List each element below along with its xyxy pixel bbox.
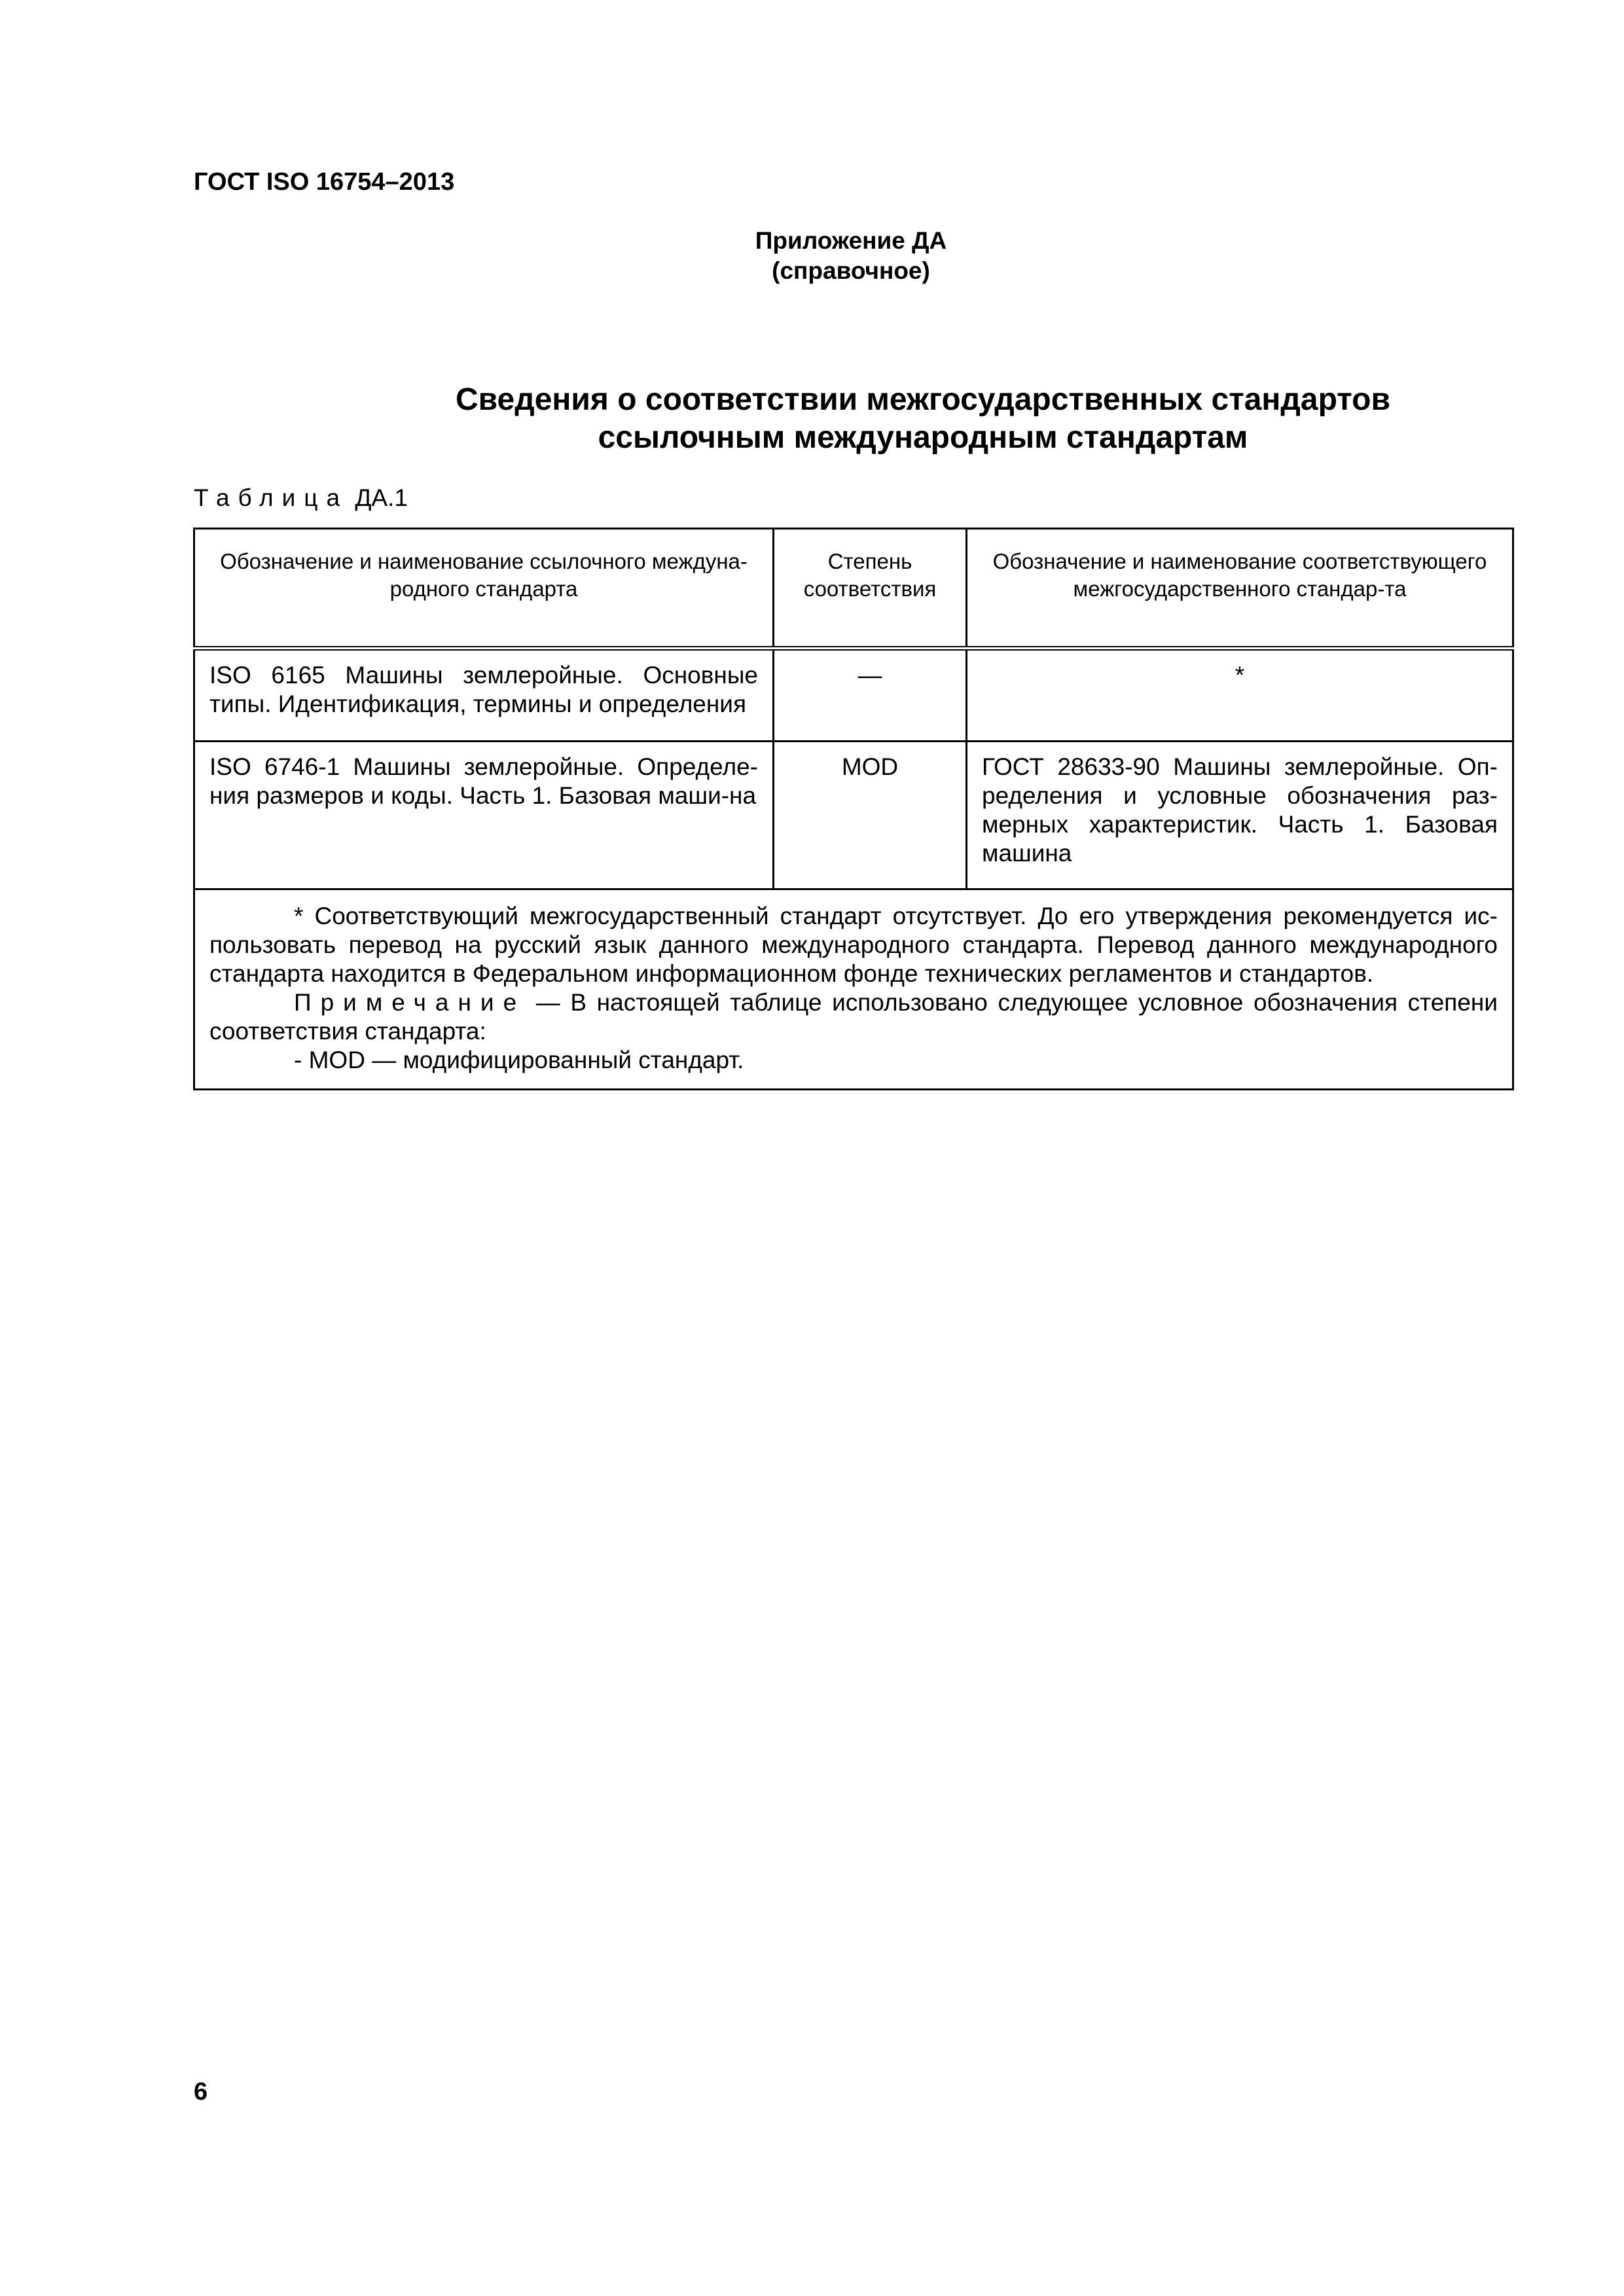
page-number: 6 [194,2078,208,2106]
document-code: ГОСТ ISO 16754–2013 [194,168,455,196]
note-list-item: - MOD — модифицированный стандарт. [294,1046,744,1073]
section-title-line-1: Сведения о соответствии межгосударственных стандартов [456,382,1390,417]
appendix-heading [655,226,1047,286]
table-header-row [194,529,1513,649]
table-row [194,742,1513,889]
cell-interstate-standard: ГОСТ 28633-90 Машины землеройные. Оп-ределения и условные обозначения раз-мерных характеристик. Часть 1. Базовая машина [967,742,1513,889]
section-title [196,381,1624,457]
cell-degree: MOD [774,742,967,889]
cell-degree: — [774,649,967,742]
table-caption-number: ДА.1 [355,484,408,511]
table-note [209,988,1498,1046]
note-label: Примечание [294,988,526,1016]
table-caption-word: Таблица [194,484,349,511]
cell-reference-standard: ISO 6746-1 Машины землеройные. Определе-ния размеров и коды. Часть 1. Базовая маши-на [194,742,774,889]
table-notes-cell [194,889,1513,1089]
table-footnote: * Соответствующий межгосударственный стандарт отсутствует. До его утверждения рекомендуется ис-пользовать перевод на русский язык данного международного стандарта. Перевод данного международного стандарта находится в Федеральном информационном фонде технических регламентов и стандартов. [209,902,1498,987]
note-text: — В настоящей таблице использовано следующее условное обозначения степени соответствия стандарта: [209,988,1498,1045]
correspondence-table [193,528,1514,1090]
section-title-line-2: ссылочным международным стандартам [598,420,1248,455]
table-caption [194,480,408,516]
appendix-subtitle: (справочное) [772,257,930,284]
header-interstate-standard: Обозначение и наименование соответствующего межгосударственного стандар-та [967,529,1513,649]
table-note-row [194,889,1513,1089]
table-row [194,649,1513,742]
cell-interstate-standard: * [967,649,1513,742]
header-degree: Степень соответствия [774,529,967,649]
appendix-title: Приложение ДА [755,227,947,254]
cell-reference-standard: ISO 6165 Машины землеройные. Основные типы. Идентификация, термины и определения [194,649,774,742]
header-reference-standard: Обозначение и наименование ссылочного междуна-родного стандарта [194,529,774,649]
